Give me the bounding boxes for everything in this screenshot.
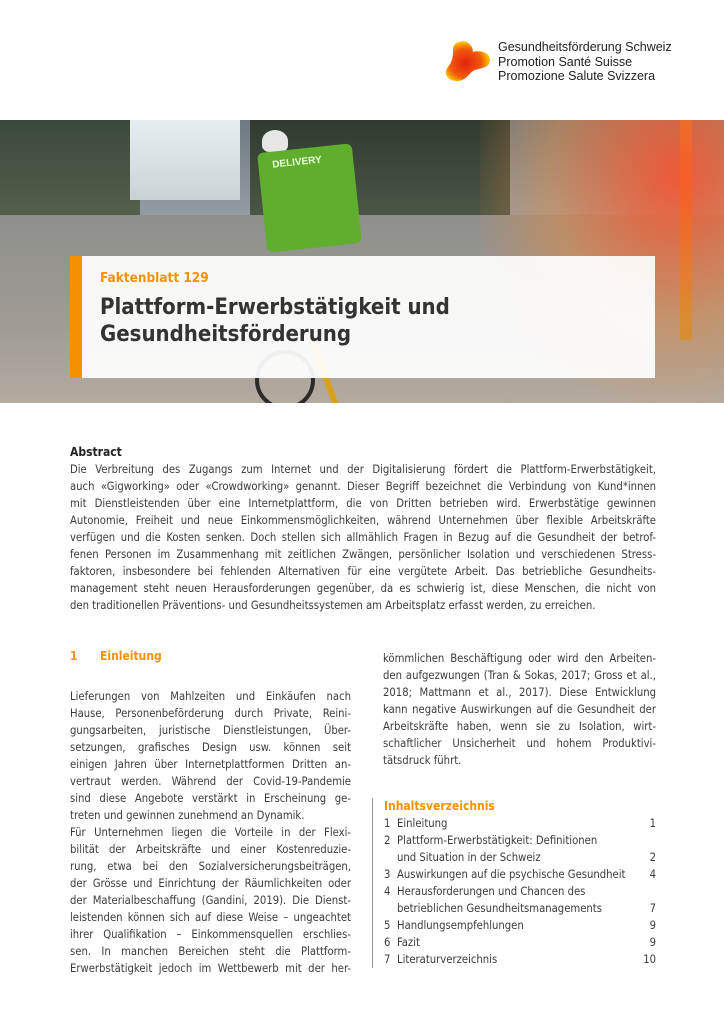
text-line: kann negative Auswirkungen auf die Gesundheit der <box>383 703 656 716</box>
toc-item[interactable] <box>384 951 656 968</box>
table-of-contents <box>372 798 656 968</box>
toc-page: 2 <box>649 851 656 864</box>
text-line: 2018; Mattmann et al., 2017). Diese Entwicklung <box>383 686 656 699</box>
abstract-heading: Abstract <box>70 445 122 459</box>
text-line: den aufgezwungen (Tran & Sokas, 2017; Gross et al., <box>383 669 656 682</box>
toc-item[interactable] <box>384 815 656 832</box>
section-heading: 1 Einleitung <box>70 649 162 663</box>
toc-page: 4 <box>649 868 656 881</box>
toc-item[interactable] <box>384 934 656 951</box>
toc-item[interactable] <box>384 917 656 934</box>
toc-title: betrieblichen Gesundheitsmanagements <box>397 902 602 915</box>
toc-number: 7 <box>384 953 391 966</box>
text-line: ihrer Qualifikation – Einkommensquellen erschlies- <box>70 928 351 941</box>
toc-title: und Situation in der Schweiz <box>397 851 541 864</box>
toc-title: Einleitung <box>397 817 448 830</box>
text-line: setzungen, grafisches Design usw. können seit <box>70 741 351 754</box>
toc-number <box>384 900 397 917</box>
bag-text: DELIVERY <box>271 154 323 171</box>
text-line: faktoren, insbesondere bei fehlenden Alternativen für eine vergütete Arbeit. Das betriebliche Gesundheits- <box>70 565 656 578</box>
text-line: mit Dienstleistenden über eine Internetplattform, die von Dritten betrieben wird. Erwerbstätige gewinnen <box>70 497 656 510</box>
org-line: Gesundheitsförderung Schweiz <box>498 40 672 54</box>
toc-number: 3 <box>384 868 391 881</box>
text-line: management steht neuen Herausforderungen gegenüber, da es schwierig ist, diese Menschen, die nicht von <box>70 582 656 595</box>
toc-item[interactable] <box>384 900 656 917</box>
text-line: gungsarbeiten, juristische Dienstleistungen, Über- <box>70 724 351 737</box>
toc-title: Auswirkungen auf die psychische Gesundheit <box>397 868 626 881</box>
title-box <box>70 256 655 378</box>
toc-title: Literaturverzeichnis <box>397 953 498 966</box>
text-line: der Grösse und Einrichtung der Räumlichkeiten oder <box>70 877 351 890</box>
text-line: rung, etwa bei den Sozialversicherungsbeiträgen, <box>70 860 351 873</box>
toc-page: 10 <box>643 953 656 966</box>
text-line: bilität der Arbeitskräfte und einer Kostenreduzie- <box>70 843 351 856</box>
toc-page: 9 <box>649 936 656 949</box>
text-line: Für Unternehmen liegen die Vorteile in der Flexi- <box>70 826 351 839</box>
factsheet-number: Faktenblatt 129 <box>100 270 209 286</box>
text-line: einigen Jahren über Internetplattformen Dritten an- <box>70 758 351 771</box>
text-line: fenen Personen im Zusammenhang mit zeitlichen Zwängen, persönlicher Isolation und verschiedenen Stress- <box>70 548 656 561</box>
text-line: kömmlichen Beschäftigung oder wird den Arbeiten- <box>383 652 656 665</box>
column-left <box>70 648 351 977</box>
column-right <box>383 650 656 769</box>
title-line: Gesundheitsförderung <box>100 322 352 347</box>
accent-bar <box>70 256 82 378</box>
text-line: leistenden können sich auf diese Weise – ungeachtet <box>70 911 351 924</box>
toc-number <box>384 849 397 866</box>
page-title <box>100 294 450 348</box>
text-line: vertraut werden. Während der Covid-19-Pandemie <box>70 775 351 788</box>
text-line: der Materialbeschaffung (Gandini, 2019). Die Dienst- <box>70 894 351 907</box>
toc-item[interactable] <box>384 849 656 866</box>
text-line: Hause, Personenbeförderung durch Private, Reini- <box>70 707 351 720</box>
text-line: Die Verbreitung des Zugangs zum Internet und der Digitalisierung fördert die Plattform-Erwerbstätigkeit, <box>70 463 656 476</box>
toc-number: 4 <box>384 885 391 898</box>
text-line: Erwerbstätigkeit jedoch im Wettbewerb mit der her- <box>70 962 351 975</box>
text-line: auch «Gigworking» oder «Crowdworking» genannt. Dieser Begriff bezeichnet die Verbindung von Kund*innen <box>70 480 656 493</box>
toc-item[interactable] <box>384 866 656 883</box>
toc-page: 9 <box>649 919 656 932</box>
toc-title: Fazit <box>397 936 420 949</box>
toc-title: Plattform-Erwerbstätigkeit: Definitionen <box>397 834 598 847</box>
toc-title: Handlungsempfehlungen <box>397 919 524 932</box>
toc-page <box>636 883 656 900</box>
abstract <box>70 444 656 614</box>
toc-number: 5 <box>384 919 391 932</box>
toc-number: 1 <box>384 817 391 830</box>
org-line: Promotion Santé Suisse <box>498 54 633 69</box>
text-line: Arbeitskräfte haben, wenn sie zu Isolation, wirt- <box>383 720 656 733</box>
organization-name <box>498 40 672 84</box>
toc-item[interactable] <box>384 883 656 900</box>
toc-number: 2 <box>384 834 391 847</box>
text-line: Lieferungen von Mahlzeiten und Einkäufen nach <box>70 690 351 703</box>
text-line: treten und gewinnen zunehmend an Dynamik. <box>70 809 305 822</box>
text-line: Autonomie, Freiheit und neue Einkommensmöglichkeiten, während Unternehmen über flexible Arbeitskräfte <box>70 514 656 527</box>
toc-number: 6 <box>384 936 391 949</box>
toc-heading: Inhaltsverzeichnis <box>384 799 495 813</box>
title-line: Plattform-Erwerbstätigkeit und <box>100 295 450 320</box>
text-line: den traditionellen Präventions- und Gesundheitssystemen am Arbeitsplatz erfasst werden, zu erreichen. <box>70 599 596 612</box>
text-line: sen. In manchen Bereichen steht die Plattform- <box>70 945 351 958</box>
toc-page: 1 <box>649 817 656 830</box>
toc-page: 7 <box>649 902 656 915</box>
toc-page <box>636 832 656 849</box>
text-line: schaftlicher Unsicherheit und hohem Produktivi- <box>383 737 656 750</box>
delivery-bag <box>257 143 362 252</box>
text-line: tätsdruck führt. <box>383 754 462 767</box>
blob-logo-icon <box>443 40 491 82</box>
toc-item[interactable] <box>384 832 656 849</box>
org-line: Promozione Salute Svizzera <box>498 69 656 83</box>
text-line: verfügen und die Kosten senken. Doch stellen sich allmählich Fragen in Bezug auf die Gesundheit der betrof- <box>70 531 656 544</box>
toc-title: Herausforderungen und Chancen des <box>397 885 586 898</box>
text-line: sind diese Angebote verstärkt in Erscheinung ge- <box>70 792 351 805</box>
